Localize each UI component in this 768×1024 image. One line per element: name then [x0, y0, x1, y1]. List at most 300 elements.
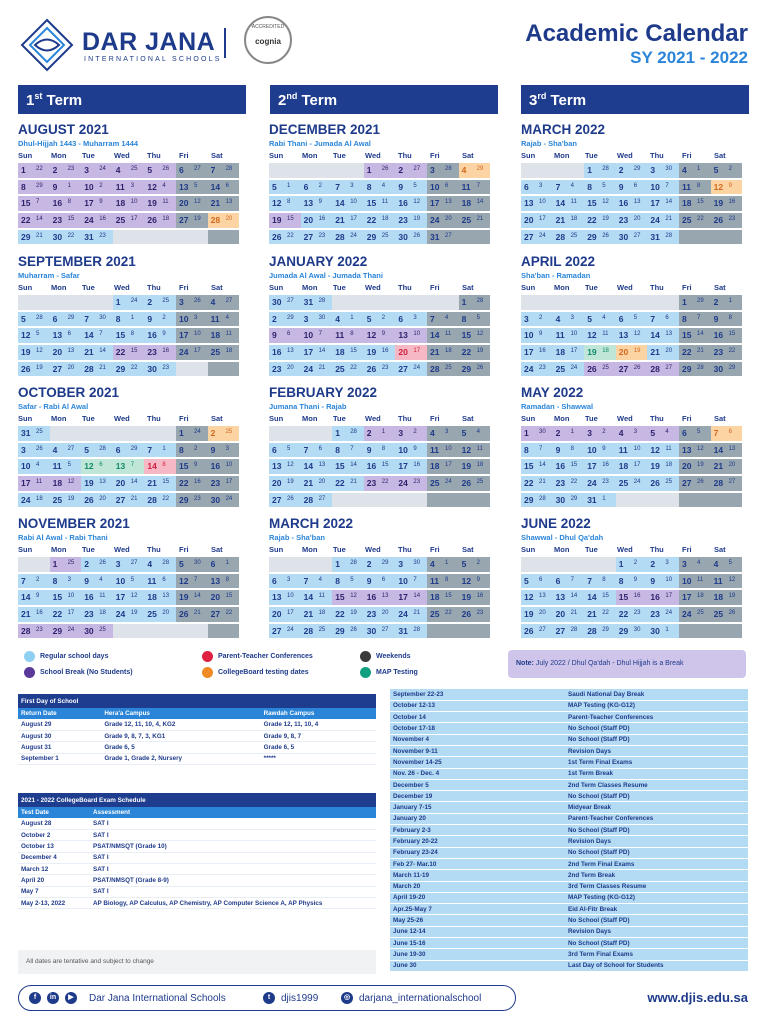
- table-cell: 2nd Term Break: [565, 870, 748, 881]
- hijri-day: 25: [381, 232, 389, 239]
- day-cell: [679, 230, 711, 245]
- day-cell: [176, 607, 208, 622]
- hijri-day: 18: [697, 593, 704, 600]
- gregorian-day: 30: [650, 625, 660, 636]
- table-cell: Apr.25-May 7: [390, 904, 565, 915]
- day-cell: [18, 574, 50, 589]
- hijri-day: 26: [476, 364, 484, 371]
- legend-dot-icon: [202, 651, 213, 662]
- day-cell: [711, 312, 743, 327]
- day-cell: [113, 459, 145, 474]
- hijri-day: 20: [67, 364, 75, 371]
- hijri-day: 16: [318, 216, 326, 223]
- gregorian-day: 18: [682, 198, 692, 209]
- day-cell: [427, 493, 459, 508]
- gregorian-day: 5: [587, 313, 592, 324]
- table-row: [18, 863, 376, 874]
- table-cell: March 20: [390, 881, 565, 892]
- gregorian-day: 9: [52, 181, 58, 192]
- twitter-handle[interactable]: djis1999: [281, 993, 319, 1004]
- hijri-day: 24: [287, 626, 294, 633]
- hijri-day: 21: [194, 610, 201, 617]
- day-cell: [584, 493, 616, 508]
- gregorian-day: 1: [21, 165, 26, 175]
- hijri-day: 24: [570, 364, 578, 371]
- day-cell: [332, 230, 364, 245]
- day-cell: [18, 590, 50, 605]
- day-cell: [616, 180, 648, 195]
- month-name: AUGUST 2021: [18, 122, 109, 137]
- day-cell: [301, 590, 333, 605]
- hijri-day: 12: [697, 445, 704, 452]
- day-cell: [176, 312, 208, 327]
- day-cell: [459, 493, 491, 508]
- day-cell: [176, 459, 208, 474]
- hijri-day: 25: [36, 429, 43, 435]
- day-cell: [679, 607, 711, 622]
- hijri-day: 15: [225, 593, 233, 600]
- table-row: [390, 960, 748, 971]
- gregorian-day: 5: [272, 181, 277, 192]
- hijri-day: 21: [476, 216, 484, 223]
- table-cell: Grade 6, 5: [261, 742, 376, 753]
- weekday-label: Wed: [114, 545, 130, 554]
- day-cell: [679, 295, 711, 310]
- gregorian-day: 17: [682, 592, 692, 603]
- gregorian-day: 19: [713, 198, 724, 209]
- hijri-day: 3: [225, 445, 229, 452]
- hijri-day: 8: [445, 576, 449, 583]
- hijri-day: 18: [570, 216, 578, 223]
- gregorian-day: 23: [210, 478, 221, 489]
- day-cell: [364, 196, 396, 211]
- day-cell: [301, 295, 333, 310]
- day-cell: [301, 493, 333, 508]
- gregorian-day: 9: [210, 444, 216, 455]
- day-cell: [50, 624, 82, 639]
- hijri-day: 17: [350, 216, 357, 223]
- day-cell: [81, 213, 113, 228]
- hijri-day: 18: [381, 216, 389, 223]
- term-1-header: [18, 85, 246, 114]
- table-cell: SAT I: [90, 886, 376, 897]
- day-cell: [364, 362, 396, 377]
- legend-weekends: [376, 653, 411, 660]
- hijri-day: 23: [194, 495, 201, 502]
- table-row: [390, 881, 748, 892]
- table-row: [390, 858, 748, 869]
- month-name: MARCH 2022: [521, 122, 606, 137]
- hijri-day: 16: [633, 593, 641, 600]
- hijri-day: 29: [381, 560, 389, 566]
- facebook-icon[interactable]: f: [29, 992, 41, 1004]
- day-cell: [521, 459, 553, 474]
- table-row: [390, 904, 748, 915]
- twitter-icon[interactable]: t: [263, 992, 275, 1004]
- hijri-day: 16: [728, 199, 736, 206]
- gregorian-day: 1: [682, 297, 687, 307]
- hijri-day: 19: [476, 348, 484, 355]
- day-cell: [647, 230, 679, 245]
- hijri-day: 5: [413, 182, 417, 189]
- gregorian-day: 15: [461, 330, 472, 341]
- gregorian-day: 28: [335, 231, 345, 242]
- gregorian-day: 22: [587, 215, 597, 226]
- hijri-day: 18: [225, 348, 233, 355]
- gregorian-day: 5: [147, 165, 153, 175]
- day-cell: [647, 196, 679, 211]
- day-cell: [364, 443, 396, 458]
- weekday-label: Tue: [333, 545, 346, 554]
- hijri-day: 3: [445, 429, 449, 435]
- day-cell: [18, 312, 50, 327]
- table-cell: 2nd Term Classes Resume: [565, 779, 748, 790]
- gregorian-day: 29: [179, 494, 189, 505]
- gregorian-day: 23: [366, 609, 377, 620]
- gregorian-day: 22: [618, 609, 629, 620]
- day-cell: [144, 624, 176, 639]
- gregorian-day: 14: [303, 592, 314, 603]
- day-cell: [553, 624, 585, 639]
- legend-regular: [40, 653, 108, 660]
- gregorian-day: 6: [398, 313, 404, 324]
- hijri-months: Ramadan - Shawwal: [521, 402, 594, 411]
- day-cell: [50, 607, 82, 622]
- day-cell: [616, 295, 648, 310]
- gregorian-day: 6: [210, 559, 216, 569]
- gregorian-day: 1: [618, 559, 624, 569]
- day-cell: [332, 345, 364, 360]
- hijri-day: 28: [539, 495, 546, 502]
- hijri-day: 17: [633, 462, 641, 469]
- gregorian-day: 9: [713, 313, 719, 324]
- gregorian-day: 31: [430, 231, 440, 242]
- table-cell: AP Biology, AP Calculus, AP Chemistry, AP Computer Science A, AP Physics: [90, 897, 376, 908]
- day-cell: [50, 459, 82, 474]
- day-cell: [269, 362, 301, 377]
- hijri-day: 3: [67, 576, 71, 583]
- day-cell: [364, 426, 396, 441]
- day-cell: [427, 328, 459, 343]
- day-cell: [301, 230, 333, 245]
- day-cell: [711, 493, 743, 508]
- weekday-header: [269, 414, 497, 424]
- gregorian-day: 2: [147, 297, 153, 307]
- hijri-day: 13: [633, 199, 641, 206]
- day-cell: [584, 624, 616, 639]
- hijri-day: 3: [194, 314, 198, 321]
- weekday-label: Sun: [521, 545, 536, 554]
- gregorian-day: 2: [84, 559, 89, 569]
- table-cell: September 1: [18, 753, 101, 764]
- table-row: [390, 915, 748, 926]
- gregorian-day: 6: [303, 181, 309, 192]
- linkedin-icon[interactable]: in: [47, 992, 59, 1004]
- day-cell: [144, 312, 176, 327]
- day-cell: [616, 426, 648, 441]
- seal-word: cognia: [255, 37, 281, 46]
- gregorian-day: 24: [430, 215, 440, 226]
- weekday-label: Sun: [18, 545, 33, 554]
- legend-label: CollegeBoard testing dates: [218, 669, 309, 676]
- hijri-day: 6: [665, 314, 669, 321]
- weekday-label: Tue: [333, 414, 346, 423]
- hijri-day: 5: [633, 314, 638, 321]
- day-cell: [269, 476, 301, 491]
- gregorian-day: 23: [650, 609, 660, 620]
- day-cell: [647, 493, 679, 508]
- day-cell: [427, 163, 459, 178]
- gregorian-day: 15: [366, 198, 377, 209]
- day-cell: [459, 459, 491, 474]
- hijri-day: 28: [413, 626, 421, 633]
- hijri-day: 10: [287, 593, 294, 600]
- day-cell: [208, 295, 240, 310]
- gregorian-day: 20: [272, 478, 282, 489]
- legend-dot-icon: [24, 651, 35, 662]
- hijri-day: 18: [476, 462, 484, 469]
- gregorian-day: 11: [618, 444, 628, 455]
- gregorian-day: 19: [461, 592, 472, 603]
- gregorian-day: 18: [618, 461, 629, 472]
- gregorian-day: 17: [179, 330, 189, 341]
- hijri-day: 18: [602, 348, 609, 355]
- gregorian-day: 23: [713, 347, 724, 358]
- hijri-day: 8: [728, 314, 732, 321]
- day-cell: [584, 312, 616, 327]
- weekday-label: Fri: [179, 283, 189, 292]
- hijri-day: 28: [350, 429, 357, 435]
- table-cell: October 13: [18, 841, 90, 852]
- day-cell: [364, 180, 396, 195]
- gregorian-day: 18: [210, 330, 221, 341]
- gregorian-day: 23: [398, 215, 408, 226]
- gregorian-day: 30: [210, 494, 221, 505]
- day-cell: [616, 196, 648, 211]
- table-cell: Grade 12, 11, 10, 4, KG2: [101, 719, 260, 730]
- gregorian-day: 12: [461, 444, 472, 455]
- term-ordinal: st: [34, 91, 43, 101]
- day-cell: [459, 230, 491, 245]
- hijri-day: 4: [381, 182, 386, 189]
- gregorian-day: 18: [430, 592, 440, 603]
- day-cell: [81, 459, 113, 474]
- hijri-day: 24: [99, 166, 106, 172]
- instagram-handle[interactable]: darjana_internationalschool: [359, 993, 482, 1004]
- hijri-day: 12: [728, 576, 736, 583]
- hijri-day: 9: [539, 331, 543, 338]
- table-cell: 1st Term Final Exams: [565, 757, 748, 768]
- hijri-day: 4: [318, 576, 322, 583]
- day-cell: [269, 624, 301, 639]
- weekday-label: Fri: [179, 414, 189, 423]
- hijri-day: 20: [539, 610, 546, 617]
- gregorian-day: 21: [147, 478, 157, 489]
- gregorian-day: 27: [303, 231, 314, 242]
- weekday-label: Sun: [269, 151, 284, 160]
- hijri-day: 24: [350, 232, 357, 239]
- day-cell: [208, 443, 240, 458]
- day-cell: [679, 443, 711, 458]
- gregorian-day: 26: [650, 478, 660, 489]
- weekday-label: Thu: [147, 151, 161, 160]
- gregorian-day: 2: [366, 428, 372, 438]
- gregorian-day: 23: [147, 347, 157, 358]
- hijri-day: 19: [728, 593, 736, 600]
- day-cell: [427, 426, 459, 441]
- day-cell: [679, 459, 711, 474]
- hijri-day: 22: [697, 216, 704, 223]
- legend-map: [376, 669, 418, 676]
- weekday-label: Sun: [18, 283, 33, 292]
- hijri-day: 29: [570, 495, 578, 502]
- month-name: NOVEMBER 2021: [18, 516, 130, 531]
- day-cell: [553, 362, 585, 377]
- gregorian-day: 10: [398, 444, 408, 455]
- gregorian-day: 31: [587, 494, 597, 505]
- day-cell: [647, 607, 679, 622]
- gregorian-day: 27: [179, 215, 189, 226]
- day-cell: [113, 426, 145, 441]
- day-cell: [647, 476, 679, 491]
- day-cell: [301, 476, 333, 491]
- day-cell: [332, 459, 364, 474]
- gregorian-day: 20: [555, 609, 566, 620]
- gregorian-day: 18: [147, 592, 157, 603]
- day-cell: [144, 607, 176, 622]
- day-cell: [364, 607, 396, 622]
- gregorian-day: 26: [272, 231, 282, 242]
- hijri-day: 19: [413, 216, 421, 223]
- gregorian-day: 9: [555, 444, 561, 455]
- table-cell: No School (Staff PD): [565, 915, 748, 926]
- hijri-day: 21: [350, 479, 357, 486]
- hijri-day: 20: [633, 216, 641, 223]
- day-cell: [459, 196, 491, 211]
- table-cell: Grade 6, 5: [101, 742, 260, 753]
- day-cell: [616, 624, 648, 639]
- weekday-label: Wed: [114, 414, 130, 423]
- day-cell: [584, 607, 616, 622]
- instagram-icon[interactable]: ◎: [341, 992, 353, 1004]
- hijri-day: 30: [633, 626, 641, 633]
- table-cell: 2nd Term Final Exams: [565, 858, 748, 869]
- brand-name: DAR JANA: [82, 28, 216, 56]
- day-cell: [364, 459, 396, 474]
- gregorian-day: 6: [618, 313, 624, 324]
- hijri-day: 30: [539, 429, 546, 435]
- gregorian-day: 11: [430, 444, 439, 455]
- hijri-day: 7: [350, 445, 354, 452]
- gregorian-day: 30: [713, 363, 724, 374]
- hijri-day: 24: [633, 479, 641, 486]
- gregorian-day: 20: [52, 347, 63, 358]
- day-cell: [647, 362, 679, 377]
- day-cell: [711, 180, 743, 195]
- table-row: [18, 719, 376, 730]
- hijri-day: 23: [67, 166, 75, 172]
- hijri-day: 5: [194, 182, 198, 189]
- day-cell: [395, 213, 427, 228]
- hijri-day: 14: [99, 348, 106, 355]
- day-cell: [616, 345, 648, 360]
- table-row: [390, 745, 748, 756]
- hijri-day: 1: [728, 298, 732, 304]
- day-cell: [208, 426, 240, 441]
- gregorian-day: 25: [335, 363, 345, 374]
- table-row: [18, 731, 376, 742]
- legend-note: [508, 650, 746, 678]
- gregorian-day: 4: [210, 297, 216, 307]
- gregorian-day: 7: [303, 444, 309, 455]
- table-cell: August 30: [18, 731, 101, 742]
- weekday-label: Fri: [682, 151, 692, 160]
- gregorian-day: 10: [84, 181, 94, 192]
- day-cell: [332, 574, 364, 589]
- weekday-label: Fri: [430, 151, 440, 160]
- day-cell: [521, 557, 553, 572]
- day-cell: [269, 590, 301, 605]
- hijri-day: 12: [602, 199, 609, 206]
- hijri-day: 18: [99, 610, 106, 617]
- hijri-day: 21: [697, 348, 704, 355]
- day-cell: [395, 557, 427, 572]
- hijri-day: 19: [602, 216, 609, 223]
- weekday-label: Sun: [521, 414, 536, 423]
- gregorian-day: 3: [115, 559, 121, 569]
- day-cell: [208, 345, 240, 360]
- gregorian-day: 14: [430, 330, 440, 341]
- hijri-day: 10: [633, 445, 641, 452]
- hijri-day: 9: [99, 199, 103, 206]
- hijri-day: 5: [287, 445, 291, 452]
- legend-label: Weekends: [376, 653, 411, 660]
- gregorian-day: 17: [398, 592, 408, 603]
- gregorian-day: 26: [84, 494, 94, 505]
- day-cell: [364, 345, 396, 360]
- weekday-label: Sat: [462, 151, 474, 160]
- table-cell: MAP Testing (KG-G12): [565, 892, 748, 903]
- day-cell: [521, 213, 553, 228]
- table-cell: October 2: [18, 830, 90, 841]
- day-cell: [616, 476, 648, 491]
- day-cell: [301, 213, 333, 228]
- day-cell: [113, 163, 145, 178]
- youtube-icon[interactable]: ▶: [65, 992, 77, 1004]
- table-cell: Eid Al-Fitr Break: [565, 904, 748, 915]
- table-cell: May 7: [18, 886, 90, 897]
- day-cell: [208, 328, 240, 343]
- website-link[interactable]: www.djis.edu.sa: [647, 990, 748, 1005]
- hijri-day: 2: [318, 182, 322, 189]
- day-cell: [459, 574, 491, 589]
- weekday-label: Mon: [302, 545, 318, 554]
- day-cell: [616, 312, 648, 327]
- table-cell: Revision Days: [565, 926, 748, 937]
- hijri-day: 28: [602, 166, 609, 172]
- term-number: 3: [529, 92, 538, 109]
- day-cell: [459, 345, 491, 360]
- hijri-months: Jumada Al Awal - Jumada Thani: [269, 271, 383, 280]
- hijri-day: 29: [476, 166, 484, 172]
- day-cell: [584, 163, 616, 178]
- day-cell: [50, 312, 82, 327]
- table-row: [390, 870, 748, 881]
- hijri-day: 21: [570, 610, 578, 617]
- day-cell: [521, 362, 553, 377]
- day-cell: [301, 607, 333, 622]
- gregorian-day: 8: [335, 444, 340, 455]
